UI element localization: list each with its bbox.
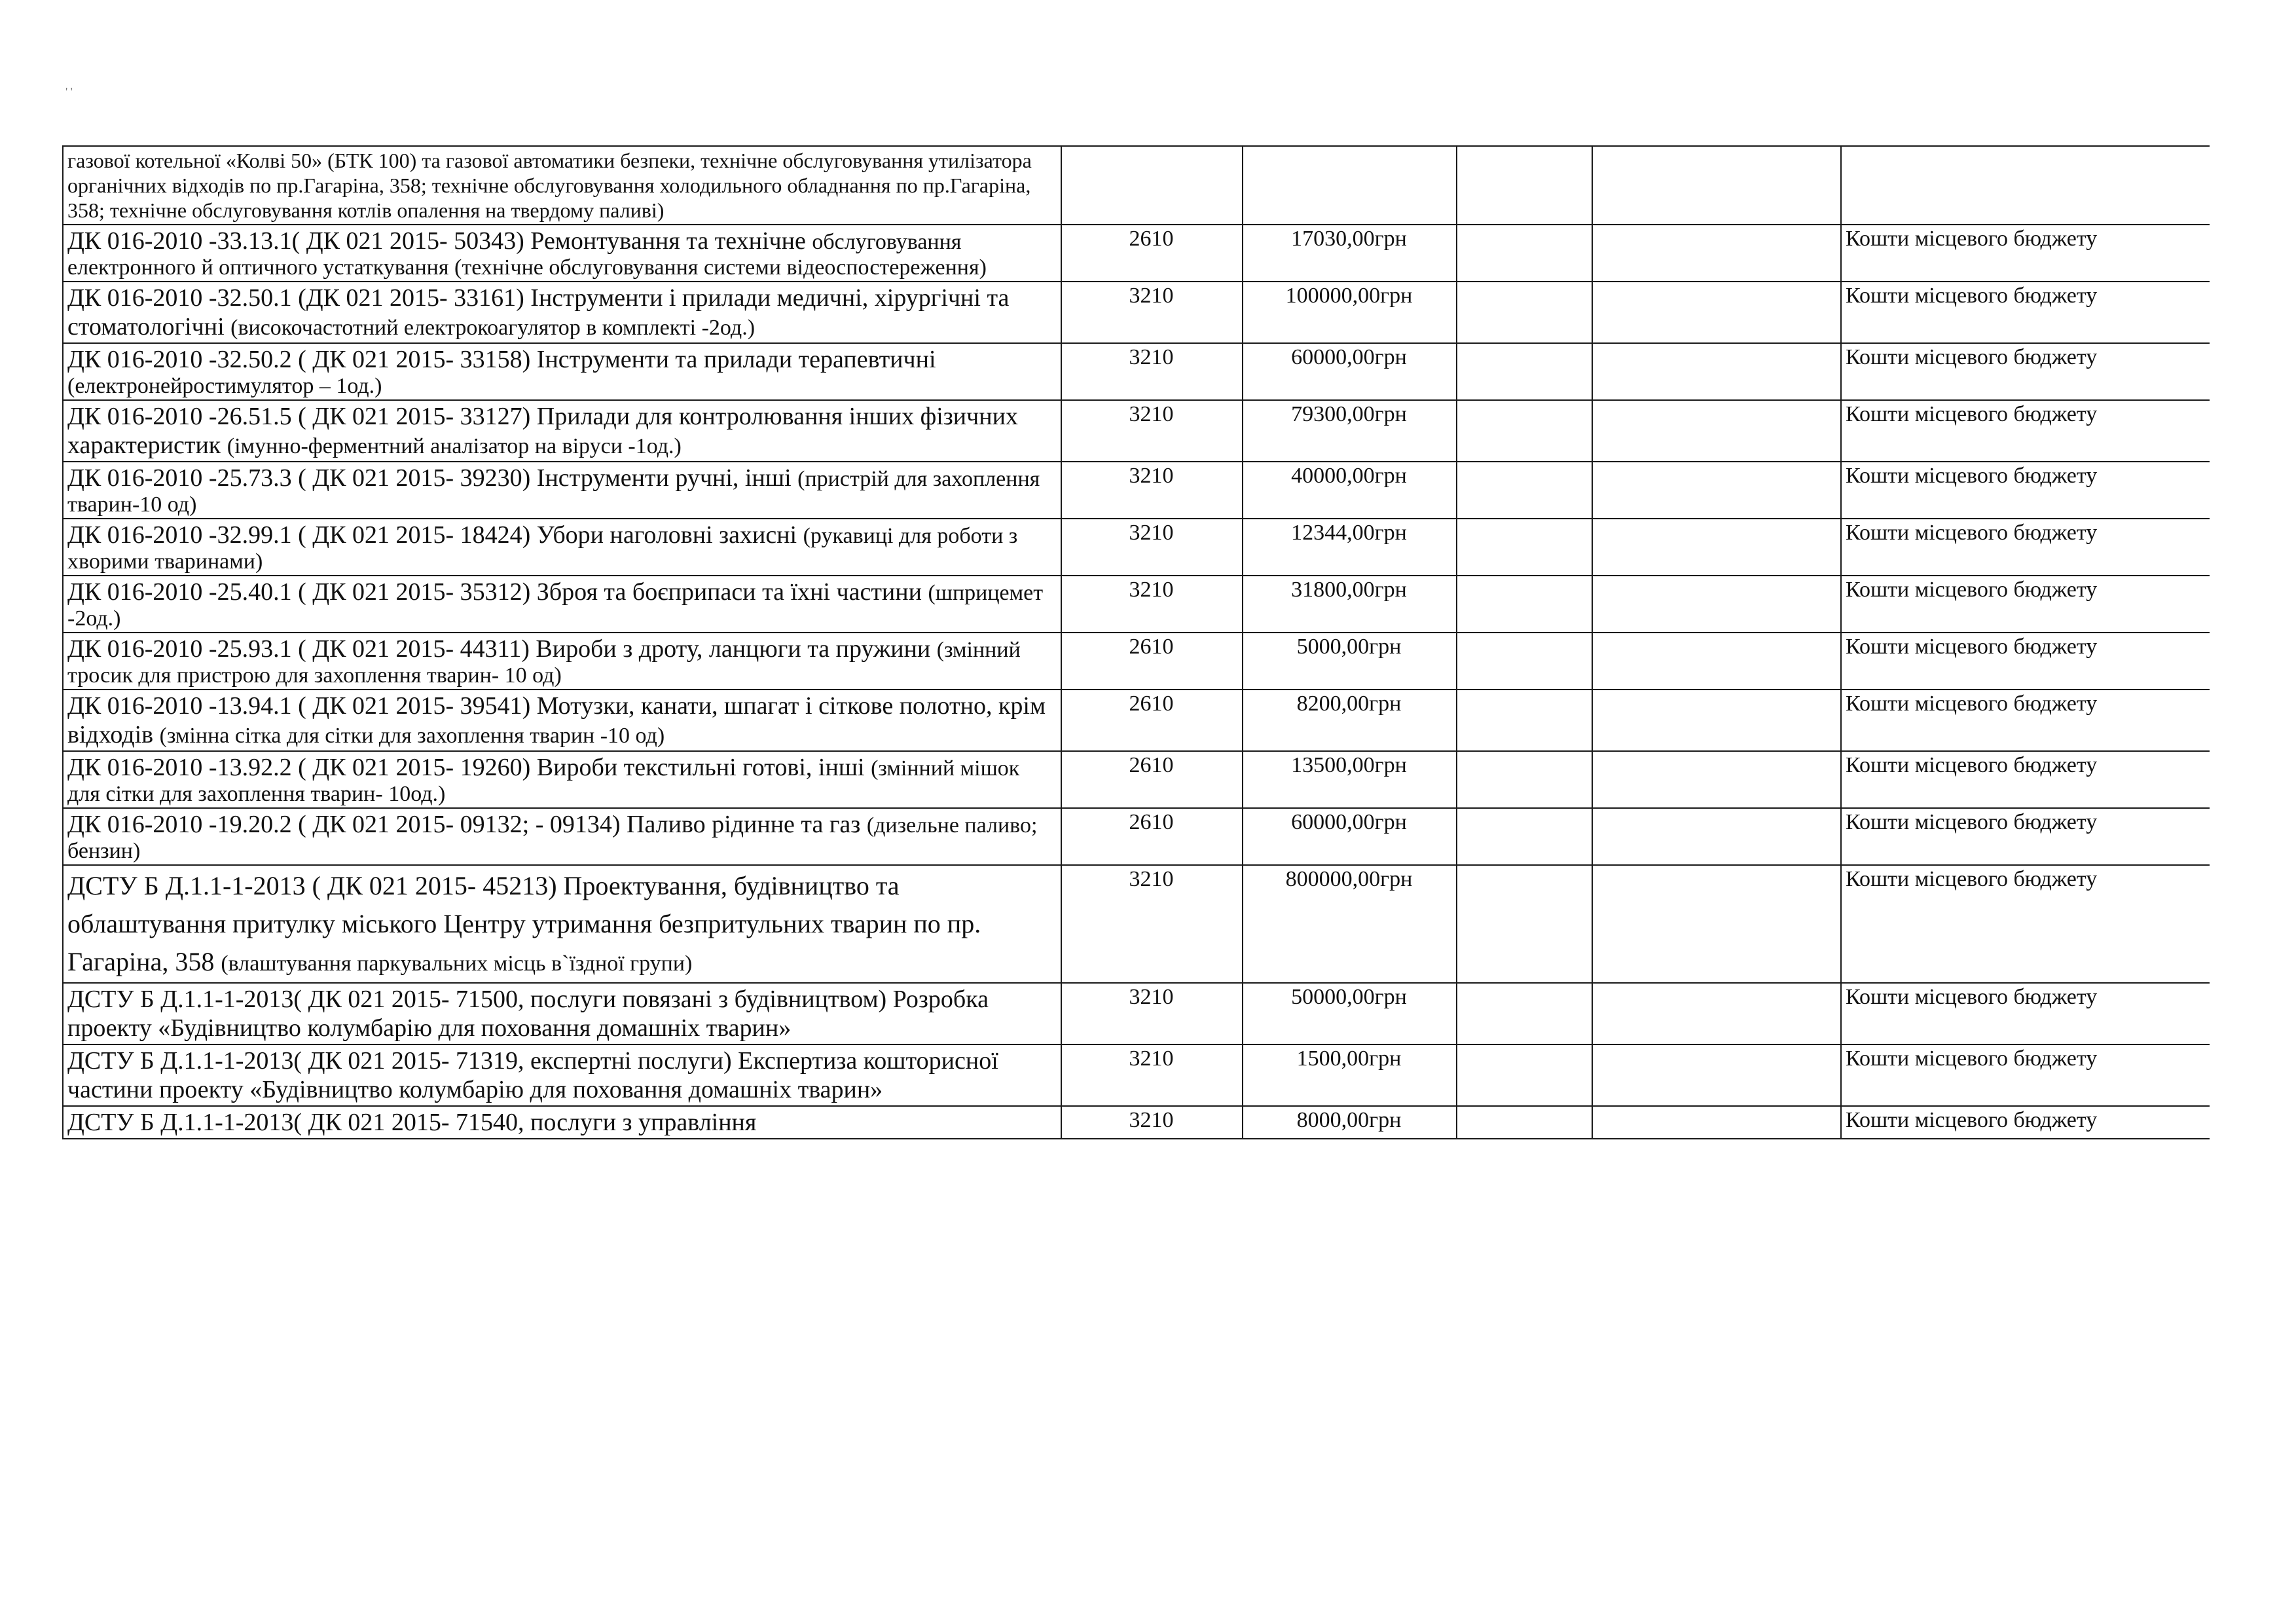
cell-description bbox=[63, 690, 1061, 751]
table-row bbox=[63, 865, 2210, 983]
cell-funding-source: Кошти місцевого бюджету bbox=[1841, 519, 2210, 576]
cell-amount: 1500,00грн bbox=[1243, 1044, 1457, 1106]
description-main: ДК 016-2010 -19.20.2 ( ДК 021 2015- 09132; - 09134) Паливо рідинне та газ bbox=[67, 811, 867, 838]
cell-amount: 79300,00грн bbox=[1243, 400, 1457, 462]
cell-funding-source: Кошти місцевого бюджету bbox=[1841, 343, 2210, 400]
cell-empty bbox=[1457, 751, 1592, 808]
description-main: ДК 016-2010 -25.40.1 ( ДК 021 2015- 35312) Зброя та боєприпаси та їхні частини bbox=[67, 578, 928, 606]
description-note: обслуговування електронного й оптичного устаткування (технічне обслуговування системи відеоспостереження) bbox=[67, 230, 987, 280]
cell-empty bbox=[1592, 751, 1841, 808]
cell-description bbox=[63, 751, 1061, 808]
cell-funding-source: Кошти місцевого бюджету bbox=[1841, 1044, 2210, 1106]
cell-funding-source: Кошти місцевого бюджету bbox=[1841, 690, 2210, 751]
cell-empty bbox=[1457, 343, 1592, 400]
cell-funding-source: Кошти місцевого бюджету bbox=[1841, 633, 2210, 690]
cell-funding-source: Кошти місцевого бюджету bbox=[1841, 576, 2210, 633]
cell-empty bbox=[1457, 519, 1592, 576]
description-main: ДСТУ Б Д.1.1-1-2013( ДК 021 2015- 71319, експертні послуги) Експертиза кошторисної частини проекту «Будівництво колумбарію для поховання домашніх тварин» bbox=[67, 1047, 998, 1103]
cell-empty bbox=[1592, 343, 1841, 400]
cell-kekv: 3210 bbox=[1061, 1044, 1243, 1106]
cell-amount: 40000,00грн bbox=[1243, 462, 1457, 519]
cell-amount: 12344,00грн bbox=[1243, 519, 1457, 576]
table-row bbox=[63, 1044, 2210, 1106]
cell-kekv: 3210 bbox=[1061, 983, 1243, 1044]
description-note: (електронейростимулятор – 1од.) bbox=[67, 374, 382, 398]
cell-amount: 60000,00грн bbox=[1243, 808, 1457, 865]
description-note: (влаштування паркувальних місць в`їздної групи) bbox=[221, 951, 693, 976]
cell-empty bbox=[1592, 1106, 1841, 1139]
table-row bbox=[63, 282, 2210, 343]
procurement-table bbox=[62, 145, 2210, 1139]
description-note: (змінна сітка для сітки для захоплення тварин -10 од) bbox=[159, 724, 665, 748]
cell-kekv: 2610 bbox=[1061, 690, 1243, 751]
cell-amount: 5000,00грн bbox=[1243, 633, 1457, 690]
cell-empty bbox=[1592, 400, 1841, 462]
cell-kekv: 2610 bbox=[1061, 225, 1243, 282]
cell-amount: 60000,00грн bbox=[1243, 343, 1457, 400]
description-main: ДК 016-2010 -13.94.1 ( ДК 021 2015- 39541) Мотузки, канати, шпагат і сіткове полотно, крім відходів bbox=[67, 692, 1046, 748]
description-main: ДК 016-2010 -32.50.1 (ДК 021 2015- 33161) Інструменти і прилади медичні, хірургічні та стоматологічні bbox=[67, 284, 1010, 341]
cell-funding-source: Кошти місцевого бюджету bbox=[1841, 1106, 2210, 1139]
cell-empty bbox=[1457, 462, 1592, 519]
description-main: ДК 016-2010 -32.50.2 ( ДК 021 2015- 33158) Інструменти та прилади терапевтичні bbox=[67, 346, 936, 373]
cell-amount: 8200,00грн bbox=[1243, 690, 1457, 751]
procurement-table-body bbox=[63, 146, 2210, 1139]
table-row bbox=[63, 576, 2210, 633]
cell-empty bbox=[1457, 282, 1592, 343]
cell-funding-source: Кошти місцевого бюджету bbox=[1841, 225, 2210, 282]
cell-kekv: 2610 bbox=[1061, 633, 1243, 690]
cell-kekv: 3210 bbox=[1061, 462, 1243, 519]
description-note: (змінний мішок для сітки для захоплення тварин- 10од.) bbox=[67, 756, 1020, 806]
cell-empty bbox=[1592, 576, 1841, 633]
cell-empty bbox=[1592, 225, 1841, 282]
cell-funding-source: Кошти місцевого бюджету bbox=[1841, 983, 2210, 1044]
cell-empty bbox=[1592, 282, 1841, 343]
cell-empty bbox=[1457, 633, 1592, 690]
cell-empty bbox=[1592, 690, 1841, 751]
cell-empty bbox=[1592, 865, 1841, 983]
cell-funding-source: Кошти місцевого бюджету bbox=[1841, 462, 2210, 519]
continuation-description: газової котельної «Колві 50» (БТК 100) та газової автоматики безпеки, технічне обслуговування утилізатора органічних відходів по пр.Гагаріна, 358; технічне обслуговування холодильного обладнання по пр.Гагаріна, 358; технічне обслуговування котлів опалення на твердому паливі) bbox=[63, 146, 1061, 225]
cell-amount: 800000,00грн bbox=[1243, 865, 1457, 983]
table-row bbox=[63, 400, 2210, 462]
cell-empty bbox=[1592, 633, 1841, 690]
cell-amount: 50000,00грн bbox=[1243, 983, 1457, 1044]
cell-empty bbox=[1592, 983, 1841, 1044]
cell-description bbox=[63, 808, 1061, 865]
table-row bbox=[63, 633, 2210, 690]
cell-empty bbox=[1457, 1044, 1592, 1106]
cell-amount: 17030,00грн bbox=[1243, 225, 1457, 282]
description-main: ДСТУ Б Д.1.1-1-2013( ДК 021 2015- 71500, послуги повязані з будівництвом) Розробка проекту «Будівництво колумбарію для поховання домашніх тварин» bbox=[67, 986, 989, 1042]
table-row bbox=[63, 1106, 2210, 1139]
table-row bbox=[63, 690, 2210, 751]
description-main: ДК 016-2010 -25.93.1 ( ДК 021 2015- 44311) Вироби з дроту, ланцюги та пружини bbox=[67, 635, 937, 663]
document-page bbox=[62, 145, 2210, 1599]
cell-empty bbox=[1457, 690, 1592, 751]
cell-kekv: 3210 bbox=[1061, 519, 1243, 576]
cell-description bbox=[63, 1044, 1061, 1106]
description-main: ДК 016-2010 -25.73.3 ( ДК 021 2015- 39230) Інструменти ручні, інші bbox=[67, 464, 798, 492]
cell-funding-source: Кошти місцевого бюджету bbox=[1841, 400, 2210, 462]
cell-empty bbox=[1457, 808, 1592, 865]
description-note: (пристрій для захоплення тварин-10 од) bbox=[67, 467, 1040, 517]
cell-description bbox=[63, 400, 1061, 462]
table-row bbox=[63, 808, 2210, 865]
cell-amount: 100000,00грн bbox=[1243, 282, 1457, 343]
description-main: ДСТУ Б Д.1.1-1-2013 ( ДК 021 2015- 45213) Проектування, будівництво та облаштування притулку міського Центру утримання безпритульних тварин по пр. Гагаріна, 358 bbox=[67, 871, 981, 976]
cell-empty bbox=[1457, 225, 1592, 282]
table-row bbox=[63, 519, 2210, 576]
table-row bbox=[63, 225, 2210, 282]
cell-funding-source: Кошти місцевого бюджету bbox=[1841, 282, 2210, 343]
table-row bbox=[63, 462, 2210, 519]
cell-amount: 13500,00грн bbox=[1243, 751, 1457, 808]
cell-kekv: 3210 bbox=[1061, 865, 1243, 983]
cell-kekv: 2610 bbox=[1061, 751, 1243, 808]
description-note: (рукавиці для роботи з хворими тваринами) bbox=[67, 524, 1018, 574]
scan-marks: ' ' bbox=[65, 85, 73, 98]
cell-description bbox=[63, 282, 1061, 343]
cell-description bbox=[63, 462, 1061, 519]
description-main: ДК 016-2010 -13.92.2 ( ДК 021 2015- 19260) Вироби текстильні готові, інші bbox=[67, 754, 871, 781]
cell-empty bbox=[1457, 576, 1592, 633]
description-main: ДК 016-2010 -33.13.1( ДК 021 2015- 50343) Ремонтування та технічне bbox=[67, 227, 812, 255]
cell-description bbox=[63, 225, 1061, 282]
table-row bbox=[63, 983, 2210, 1044]
cell-description bbox=[63, 633, 1061, 690]
cell-amount: 8000,00грн bbox=[1243, 1106, 1457, 1139]
table-row bbox=[63, 751, 2210, 808]
cell-description bbox=[63, 1106, 1061, 1139]
cell-empty bbox=[1592, 146, 1841, 225]
cell-empty bbox=[1457, 1106, 1592, 1139]
description-note: (імунно-ферментний аналізатор на віруси -1од.) bbox=[227, 434, 682, 458]
description-note: (дизельне паливо; бензин) bbox=[67, 813, 1038, 863]
cell-description bbox=[63, 343, 1061, 400]
cell-empty bbox=[1457, 400, 1592, 462]
cell-empty bbox=[1592, 519, 1841, 576]
description-main: ДК 016-2010 -32.99.1 ( ДК 021 2015- 18424) Убори наголовні захисні bbox=[67, 521, 803, 549]
cell-kekv bbox=[1061, 146, 1243, 225]
description-main: ДК 016-2010 -26.51.5 ( ДК 021 2015- 33127) Прилади для контролювання інших фізичних характеристик bbox=[67, 403, 1018, 459]
description-note: (змінний тросик для пристрою для захоплення тварин- 10 од) bbox=[67, 638, 1021, 688]
cell-amount bbox=[1243, 146, 1457, 225]
cell-description bbox=[63, 576, 1061, 633]
cell-empty bbox=[1592, 462, 1841, 519]
cell-description bbox=[63, 865, 1061, 983]
cell-funding-source bbox=[1841, 146, 2210, 225]
description-main: ДСТУ Б Д.1.1-1-2013( ДК 021 2015- 71540, послуги з управління bbox=[67, 1109, 757, 1136]
cell-funding-source: Кошти місцевого бюджету bbox=[1841, 808, 2210, 865]
cell-description bbox=[63, 983, 1061, 1044]
cell-amount: 31800,00грн bbox=[1243, 576, 1457, 633]
cell-funding-source: Кошти місцевого бюджету bbox=[1841, 865, 2210, 983]
cell-kekv: 3210 bbox=[1061, 400, 1243, 462]
table-row-continuation bbox=[63, 146, 2210, 225]
table-row bbox=[63, 343, 2210, 400]
cell-kekv: 3210 bbox=[1061, 576, 1243, 633]
cell-kekv: 3210 bbox=[1061, 343, 1243, 400]
cell-empty bbox=[1592, 808, 1841, 865]
cell-empty bbox=[1457, 983, 1592, 1044]
cell-kekv: 3210 bbox=[1061, 1106, 1243, 1139]
description-note: (високочастотний електрокоагулятор в комплекті -2од.) bbox=[230, 316, 756, 340]
cell-description bbox=[63, 519, 1061, 576]
cell-empty bbox=[1457, 865, 1592, 983]
cell-empty bbox=[1457, 146, 1592, 225]
cell-kekv: 2610 bbox=[1061, 808, 1243, 865]
cell-empty bbox=[1592, 1044, 1841, 1106]
cell-kekv: 3210 bbox=[1061, 282, 1243, 343]
cell-funding-source: Кошти місцевого бюджету bbox=[1841, 751, 2210, 808]
description-note: (шприцемет -2од.) bbox=[67, 581, 1044, 631]
